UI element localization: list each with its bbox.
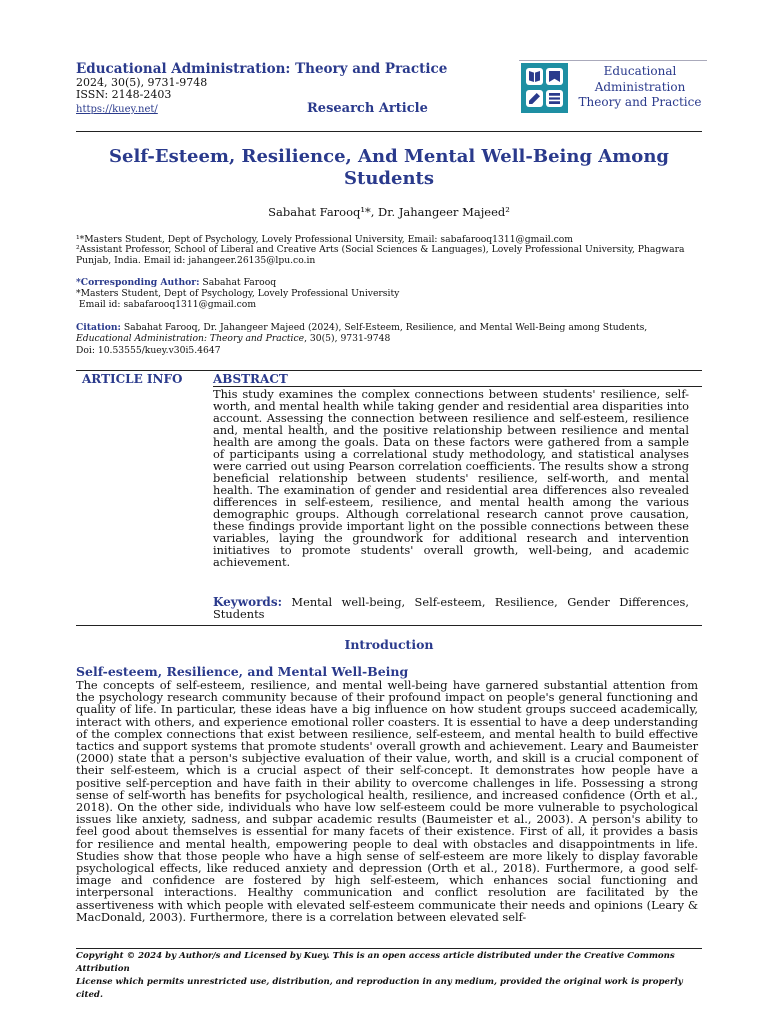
- journal-link[interactable]: https://kuey.net/: [76, 104, 158, 115]
- footer-rule: [76, 948, 702, 949]
- doi: Doi: 10.53555/kuey.v30i5.4647: [76, 345, 221, 356]
- paper-title: Self-Esteem, Resilience, And Mental Well-Being Among Students: [109, 146, 669, 189]
- corresponding-label: *Corresponding Author:: [76, 277, 200, 288]
- volume-line: 2024, 30(5), 9731-9748: [76, 76, 208, 89]
- article-info-heading: ARTICLE INFO: [82, 372, 183, 386]
- affiliation-2: ²Assistant Professor, School of Liberal and Creative Arts (Social Sciences & Languages), Lovely Professional University, Phagwara Punjab, India. Email id: jahangeer.26135@lpu.co.in: [76, 244, 685, 266]
- abstract-heading: ABSTRACT: [213, 372, 288, 386]
- abstract-top-rule: [76, 370, 702, 371]
- article-type: Research Article: [307, 101, 428, 116]
- introduction-heading: Introduction: [344, 637, 434, 652]
- logo-text: Educational Administration Theory and Practice: [578, 64, 702, 109]
- abstract-bottom-rule: [76, 625, 702, 626]
- license-footer: Copyright © 2024 by Author/s and Licensed by Kuey. This is an open access article distributed under the Creative Commons Attribution License which permits unrestricted use, distribution, and reproduction in any medium, provided the original work is properly cited.: [76, 951, 683, 1000]
- abstract-text: This study examines the complex connections between students' resilience, self-worth, and mental health while taking gender and residential area disparities into account. Assessing the connection between resilience and self-esteem, resilience and, mental health, and the positive relationship between resilience and mental health are among the goals. Data on these factors were gathered from a sample of participants using a correlational study methodology, and statistical analyses were carried out using Pearson correlation coefficients. The results show a strong beneficial relationship between students' resilience, self-worth, and mental health. The examination of gender and residential area differences also revealed differences in self-esteem, resilience, and mental health among the various demographic groups. Although correlational research cannot prove causation, these findings provide important light on the possible connections between these variables, laying the groundwork for additional research and intervention initiatives to promote students' overall growth, well-being, and academic achievement.: [213, 387, 689, 569]
- issn-line: ISSN: 2148-2403: [76, 88, 172, 101]
- citation-label: Citation:: [76, 322, 121, 333]
- journal-title: Educational Administration: Theory and Practice: [76, 61, 448, 77]
- logo-mark-icon: [521, 63, 568, 113]
- keywords: Keywords: Mental well-being, Self-esteem, Resilience, Gender Differences, Students: [213, 595, 689, 621]
- corresponding-affiliation: *Masters Student, Dept of Psychology, Lovely Professional University: [76, 288, 400, 299]
- journal-logo: [519, 60, 707, 115]
- corresponding-author: *Corresponding Author: Sabahat Farooq: [76, 277, 277, 288]
- affiliation-1: ¹*Masters Student, Dept of Psychology, Lovely Professional University, Email: sabafarooq1311@gmail.com: [76, 234, 574, 245]
- keywords-label: Keywords:: [213, 595, 283, 609]
- author-line: Sabahat Farooq¹*, Dr. Jahangeer Majeed²: [268, 205, 510, 219]
- citation: Citation: Sabahat Farooq, Dr. Jahangeer Majeed (2024), Self-Esteem, Resilience, and Mental Well-Being among Students, Educational Administration: Theory and Practice, 30(5), 9731-9748: [76, 322, 648, 344]
- subsection-heading: Self-esteem, Resilience, and Mental Well-Being: [76, 664, 409, 679]
- corresponding-email: Email id: sabafarooq1311@gmail.com: [76, 299, 257, 310]
- body-paragraph: The concepts of self-esteem, resilience, and mental well-being have garnered substantial attention from the psychology research community because of their profound impact on people's general functioning and quality of life. In particular, these ideas have a big influence on how student groups succeed academically, interact with others, and experience emotional roller coasters. It is essential to have a deep understanding of the complex connections that exist between resilience, self-esteem, and mental health to build effective tactics and support systems that promote students' overall growth and achievement. Leary and Baumeister (2000) state that a person's subjective evaluation of their value, worth, and skill is a crucial component of their self-esteem, which is a crucial aspect of their self-concept. It demonstrates how people have a positive self-perception and have faith in their ability to overcome challenges in life. Possessing a strong sense of self-worth has benefits for psychological health, resilience, and increased confidence (Orth et al., 2018). On the other side, individuals who have low self-esteem could be more vulnerable to psychological issues like anxiety, sadness, and subpar academic results (Baumeister et al., 2003). A person's ability to feel good about themselves is essential for many facets of their existence. First of all, it provides a basis for resilience and mental health, empowering people to deal with obstacles and disappointments in life. Studies show that those people who have a high sense of self-esteem are more likely to display favorable psychological effects, like reduced anxiety and depression (Orth et al., 2018). Furthermore, a good self-image and confidence are fostered by high self-esteem, which enhances social functioning and interpersonal interactions. Healthy communication and conflict resolution are facilitated by the assertiveness with which people with elevated self-esteem communicate their needs and opinions (Leary & MacDonald, 2003). Furthermore, there is a correlation between elevated self-: [76, 678, 699, 924]
- header-divider: [76, 131, 702, 132]
